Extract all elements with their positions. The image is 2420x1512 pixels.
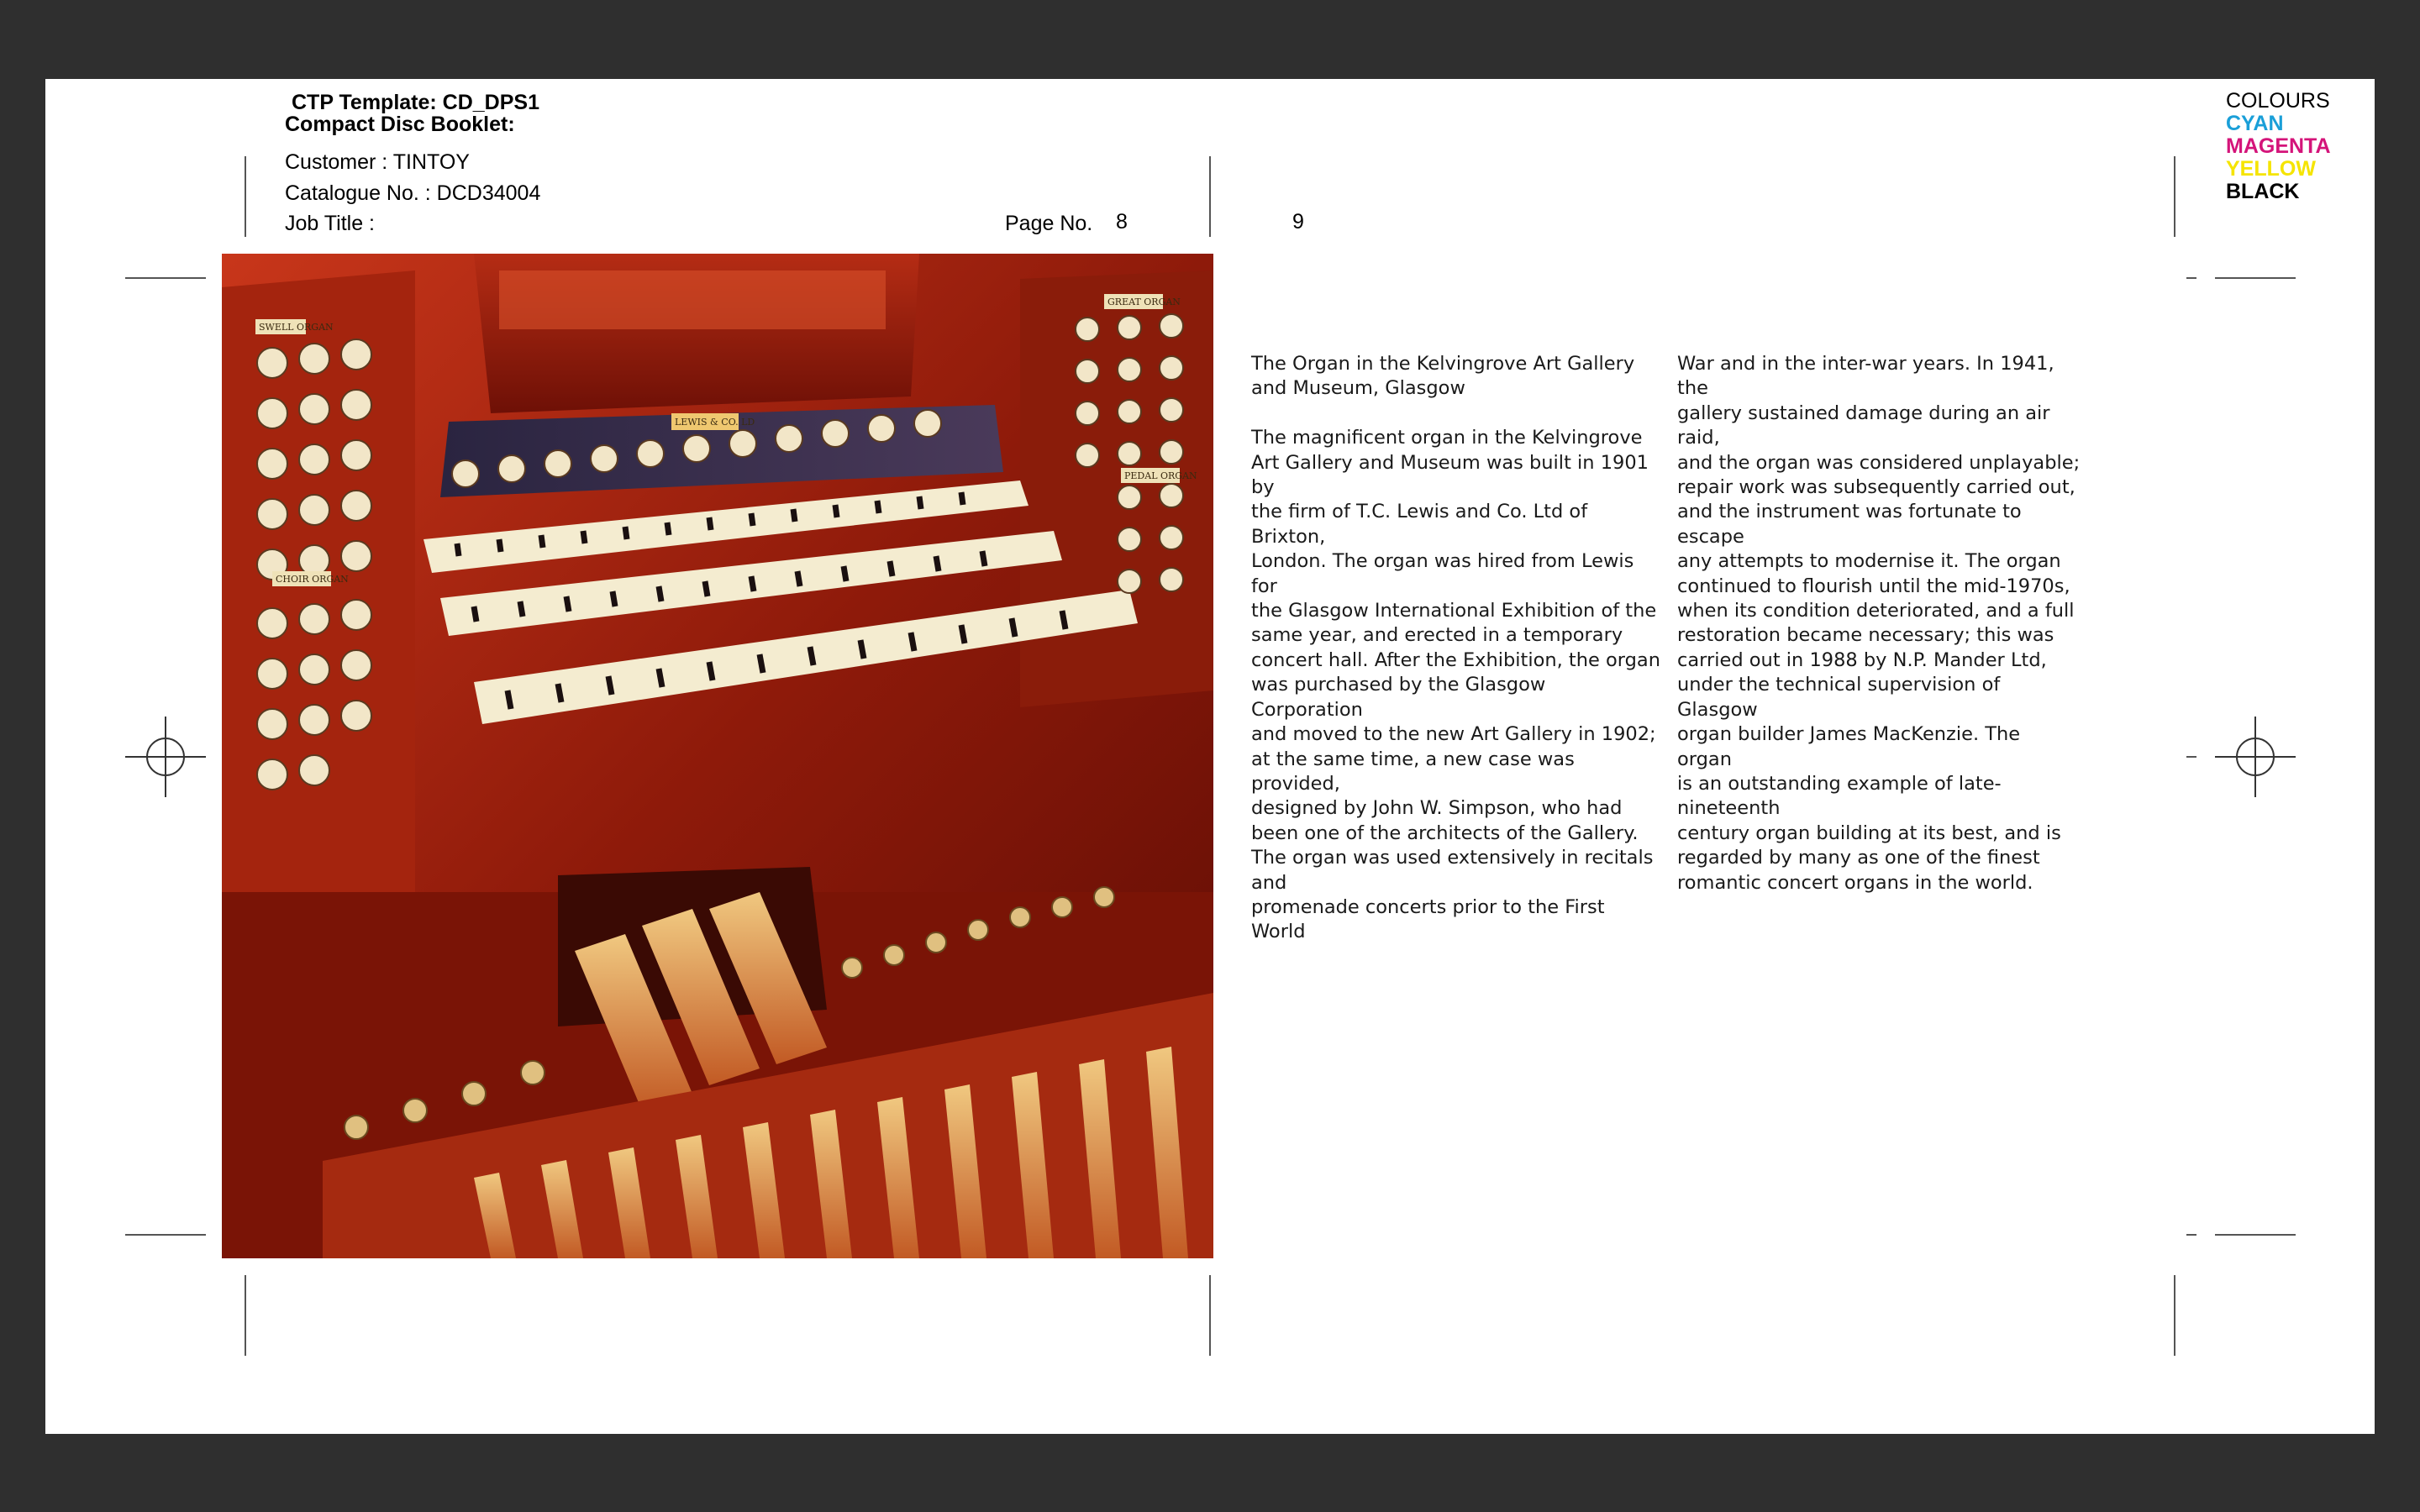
page-number-right: 9 [1292, 210, 1304, 234]
catalogue-label: Catalogue No. : DCD34004 [285, 181, 541, 205]
registration-mark-left [125, 717, 206, 797]
organ-console-illustration [222, 254, 1213, 1258]
colour-yellow: YELLOW [2226, 157, 2316, 181]
crop-mark-right-bottom [2215, 1234, 2296, 1236]
organ-console-photo [222, 254, 1213, 1258]
crop-tick-right-bottom [2186, 1234, 2196, 1236]
page-no-label: Page No. [1005, 212, 1093, 235]
booklet-title: Compact Disc Booklet: [285, 113, 515, 136]
registration-mark-right [2215, 717, 2296, 797]
stop-knobs-left [257, 339, 371, 790]
crop-mark-left-bottom [125, 1234, 206, 1236]
crop-mark-bottom-left [245, 1275, 246, 1356]
article-column-2: War and in the inter-war years. In 1941, the gallery sustained damage during an air raid, and the organ was considered unplayable; repair work was subsequently carried out, and the instrument was fortunate to escape any attempts to modernise it. The organ continued to flourish until the mid-1970s, when its condition deteriorated, and a full restoration became necessary; this was carried out in 1988 by N.P. Mander Ltd, under the technical supervision of Glasgow organ builder James MacKenzie. The organ is an outstanding example of late-nineteenth century organ building at its best, and is regarded by many as one of the finest romantic concert organs in the world. [1677, 353, 2081, 894]
colour-legend [2226, 90, 2331, 203]
label-choir-organ: CHOIR ORGAN [276, 574, 349, 585]
crop-mark-top-left [245, 156, 246, 237]
colours-title: COLOURS [2226, 89, 2330, 113]
customer-label: Customer : TINTOY [285, 150, 470, 174]
label-builder: LEWIS & CO. LD [675, 417, 755, 428]
colour-black: BLACK [2226, 180, 2300, 203]
colour-cyan: CYAN [2226, 112, 2284, 135]
template-title: CTP Template: CD_DPS1 [292, 91, 539, 114]
page-number-left: 8 [1116, 210, 1128, 234]
label-pedal-organ: PEDAL ORGAN [1124, 470, 1197, 481]
article-column-1: The Organ in the Kelvingrove Art Gallery and Museum, Glasgow The magnificent organ in the Kelvingrove Art Gallery and Museum was built in 1901 by the firm of T.C. Lewis and Co. Ltd of Brixton, London. The organ was hired from Lewis for the Glasgow International Exhibition of the same year, and erected in a temporary concert hall. After the Exhibition, the organ was purchased by the Glasgow Corporation and moved to the new Art Gallery in 1902; at the same time, a new case was provided, designed by John W. Simpson, who had been one of the architects of the Gallery. The organ was used extensively in recitals and promenade concerts prior to the First World [1251, 353, 1660, 943]
label-swell-organ: SWELL ORGAN [259, 322, 334, 333]
colour-magenta: MAGENTA [2226, 134, 2331, 158]
fold-mark-bottom [1209, 1275, 1211, 1356]
crop-tick-right-top [2186, 277, 2196, 279]
crop-mark-bottom-right [2174, 1275, 2175, 1356]
fold-mark-top [1209, 156, 1211, 237]
crop-tick-right-mid [2186, 756, 2196, 758]
job-title-label: Job Title : [285, 212, 375, 235]
label-great-organ: GREAT ORGAN [1107, 297, 1181, 307]
crop-mark-right-top [2215, 277, 2296, 279]
crop-mark-left-top [125, 277, 206, 279]
crop-mark-top-right [2174, 156, 2175, 237]
